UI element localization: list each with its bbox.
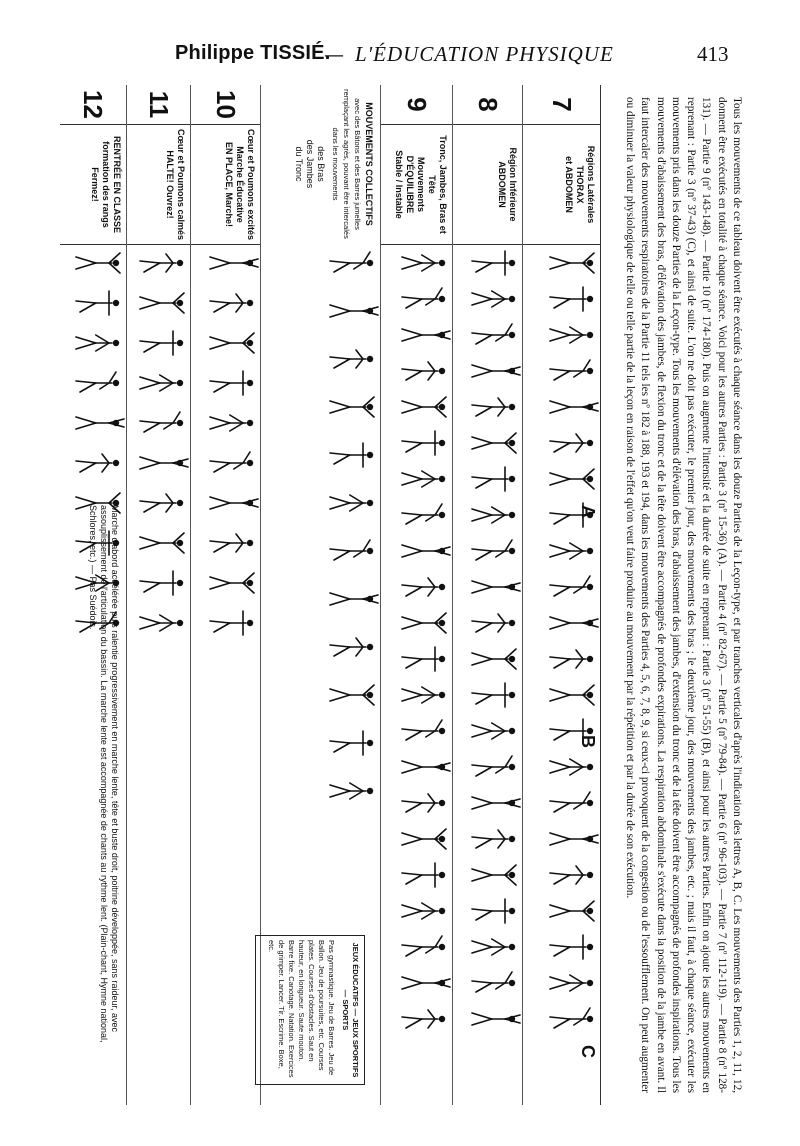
collectifs-title: MOUVEMENTS COLLECTIFS xyxy=(364,102,374,226)
page-number: 413 xyxy=(697,42,729,66)
collectifs-bras: des Bras xyxy=(316,146,326,182)
exercise-figure xyxy=(210,497,258,509)
exercise-figure xyxy=(402,288,445,308)
exercise-figure xyxy=(472,614,515,632)
exercise-figure xyxy=(330,638,373,656)
row-label xyxy=(127,125,190,245)
row-label xyxy=(191,125,260,245)
row-number: 11 xyxy=(127,85,190,125)
collectifs-label xyxy=(293,89,374,239)
row-number: 9 xyxy=(381,85,452,125)
exercise-figure xyxy=(210,573,254,593)
row-label-a: Cœur et Poumons calmés xyxy=(176,128,186,241)
exercise-figure xyxy=(472,683,515,707)
exercise-figure xyxy=(210,415,253,431)
row-label xyxy=(60,125,126,245)
exercise-figure xyxy=(550,434,593,452)
exercise-figure xyxy=(550,866,593,884)
exercise-figure xyxy=(402,471,445,487)
row-label-b: formation des rangs xyxy=(101,141,111,228)
exercise-figure xyxy=(330,252,373,272)
collectifs-jambes: des Jambes xyxy=(305,139,315,189)
exercise-figure xyxy=(472,581,520,593)
exercise-figure xyxy=(472,797,520,809)
row-label-b: Marche Éducative xyxy=(235,146,245,223)
exercise-figure xyxy=(472,649,516,669)
exercise-figure xyxy=(210,294,253,312)
exercise-figure xyxy=(472,756,515,776)
row-number: 12 xyxy=(60,85,126,125)
exercise-figure xyxy=(402,1010,445,1028)
exercise-figure xyxy=(550,792,593,812)
exercise-figure xyxy=(330,731,373,755)
exercise-figure xyxy=(140,494,183,512)
exercise-figure xyxy=(472,507,515,523)
row-10 xyxy=(190,85,260,1105)
marching-note: Marche d'abord accélérée puis ralentie progressivement en marche lente, tête et buste droit, poitrine développée, sans raideur, avec assouplissement de l'articulation du bassin. La marche lente est accompagnée de chants au rythme lent. (Plain-chant, Hymne national, Schlores, etc.) — Pas Suédois. xyxy=(88,505,120,1043)
row-label-a: Régions Latérales xyxy=(586,145,596,224)
exercise-figure xyxy=(402,362,445,380)
exercise-figure xyxy=(76,253,120,273)
exercise-figure xyxy=(550,576,593,596)
row-figures xyxy=(381,245,452,1105)
exercise-figure xyxy=(402,397,446,417)
exercise-figure xyxy=(140,571,183,595)
row-label-c: et ABDOMEN xyxy=(564,156,574,213)
exercise-figure xyxy=(402,504,445,524)
exercise-figure xyxy=(330,593,378,605)
section-letter-b: B xyxy=(578,735,598,748)
exercise-figure xyxy=(550,901,594,921)
exercise-figure xyxy=(140,254,183,272)
exercise-figure xyxy=(472,433,516,453)
exercise-figure xyxy=(402,829,446,849)
exercise-figure xyxy=(550,401,598,413)
exercise-figure xyxy=(402,794,445,812)
exercise-figure xyxy=(330,305,378,317)
exercise-figure xyxy=(472,972,515,992)
exercise-figure xyxy=(76,454,119,472)
caption-text: Tous les mouvements de ce tableau doivent être exécutés à chaque séance dans les douze Parties de la Leçon-type, et par tranches verticales d'après l'indication des lettres A, B, C. Les mouvements des Parties 1, 2, 11, 12, donnent être exécutés en totalité à chaque séance. Voici pour les autres Parties : Partie 3 (nº 15-36) (A). — Partie 4 (nº 82-67). — Partie 5 (nº 79-84). — Partie 6 (nº 96-103). — Partie 7 (nº 112-119). — Partie 8 (nº 128-131). — Partie 9 (nº 143-148). — Partie 10 (nº 174-180). Puis on augmente l'intensité et la durée de suite en reprenant : Partie 3 (nº 51-55) (B), et ainsi pour les autres Parties. Enfin on ajoute les autres mouvements en reprenant : Partie 3 (nº 37-43) (C), et ainsi de suite. L'on ne doit pas exécuter, le premier jour, des mouvements des bras ; le deuxième jour, des mouvements des jambes, etc. ; mais il faut, à chaque séance, exécuter les mouvements pris dans les douze Parties de la Leçon-type. Tous les mouvements d'élévation des bras, d'abaissement des jambes, d'extension du tronc et de la tête doivent être accompagnés de profondes inspirations. Tous les mouvements d'abaissement des bras, d'élévation des jambes, de flexion du tronc et de la tête doivent être accompagnés de profondes expirations. La respiration abdominale s'exécute dans la position de la jambe en avant. Il faut intercaler des mouvements respiratoires de la Partie 11 tels les nº 182 à 188, 193 et 194, dans les mouvements des Parties 4, 5, 6, 7, 8, 9, si ceux-ci provoquent de la congestion ou de l'essoufflement. On peut augmenter ou diminuer la valeur physiologique de telle ou telle partie de la leçon en raison de l'effet qu'on veut faire produire au mouvement par la répétition et par la durée de son exécution. xyxy=(623,97,743,1093)
row-11 xyxy=(126,85,190,1105)
exercise-figure xyxy=(210,371,253,395)
exercise-figure xyxy=(402,431,445,455)
exercise-plate xyxy=(60,85,750,1105)
exercise-figure xyxy=(472,398,515,416)
exercise-figure xyxy=(472,723,515,739)
exercise-figure xyxy=(210,257,258,269)
exercise-figure xyxy=(330,685,374,705)
row-label-b: HALTE! Ouvrez! xyxy=(165,150,175,219)
page-header xyxy=(0,38,800,74)
exercise-figure xyxy=(472,1013,520,1025)
row-label xyxy=(453,125,522,245)
running-head-dash: — xyxy=(324,42,344,66)
row-number: 7 xyxy=(523,85,600,125)
row-figures xyxy=(453,245,522,1105)
row-label-a: Tronc, Jambes, Bras et Tête xyxy=(427,135,448,234)
figure-strip xyxy=(380,245,452,1105)
exercise-figure xyxy=(210,452,253,472)
exercise-figure xyxy=(550,685,594,705)
exercise-figure xyxy=(76,372,119,392)
exercise-figure xyxy=(550,759,593,775)
section-letter-c: C xyxy=(578,1045,598,1058)
running-head-author: Philippe TISSIÉ. xyxy=(175,42,331,64)
row-7 xyxy=(522,85,600,1105)
exercise-figure xyxy=(402,863,445,887)
exercise-figure xyxy=(402,578,445,596)
exercise-figure xyxy=(402,613,446,633)
row-label-b: ABDOMEN xyxy=(497,161,507,208)
exercise-figure xyxy=(140,293,184,313)
exercise-figure xyxy=(140,457,188,469)
row-number: 8 xyxy=(453,85,522,125)
exercise-figure xyxy=(402,255,445,271)
exercise-figure xyxy=(330,350,373,368)
exercise-figure xyxy=(550,253,594,273)
exercise-figure xyxy=(76,417,124,429)
exercise-figure xyxy=(472,324,515,344)
row-label xyxy=(381,125,452,245)
exercise-figure xyxy=(472,830,515,848)
exercise-figure xyxy=(550,617,598,629)
exercise-figure xyxy=(330,397,374,417)
exercise-figure xyxy=(330,443,373,467)
figure-strip xyxy=(190,245,260,1105)
exercise-figure xyxy=(402,687,445,703)
jeux-box-title: JEUX ÉDUCATIFS — JEUX SPORTIFS — SPORTS xyxy=(341,942,360,1078)
exercise-figure xyxy=(472,865,516,885)
exercise-figure xyxy=(402,545,450,557)
row-figures xyxy=(127,245,190,1105)
exercise-figure xyxy=(472,939,515,955)
row-label-a: RENTRÉE EN CLASSE xyxy=(112,135,122,233)
exercise-figure xyxy=(140,331,183,355)
row-figures xyxy=(523,245,600,1105)
exercise-figure xyxy=(76,291,119,315)
exercise-figure xyxy=(210,333,254,353)
exercise-figure xyxy=(550,833,598,845)
row-figures xyxy=(191,245,260,1105)
exercise-figure xyxy=(140,615,183,631)
row-label-c: EN PLACE, Marche! xyxy=(224,141,234,228)
exercise-figure xyxy=(472,540,515,560)
exercise-figure xyxy=(402,936,445,956)
exercise-figure xyxy=(402,647,445,671)
row-label xyxy=(523,125,600,245)
exercise-figure xyxy=(76,335,119,351)
exercise-figure xyxy=(550,650,593,668)
row-label-c: Fermez! xyxy=(90,167,100,202)
exercise-figure xyxy=(140,533,184,553)
row-label-b: THORAX xyxy=(575,165,585,204)
plate-caption xyxy=(600,85,750,1105)
exercise-figure xyxy=(140,412,183,432)
figure-strip xyxy=(126,245,190,1105)
exercise-figure xyxy=(550,975,593,991)
row-number: 10 xyxy=(191,85,260,125)
row-label-b: Mouvements D'ÉQUILIBRE xyxy=(405,155,426,214)
exercise-figure xyxy=(402,761,450,773)
exercise-figure xyxy=(550,287,593,311)
figure-strip xyxy=(522,245,600,1105)
row-label-a: Cœur et Poumons excités xyxy=(246,128,256,241)
exercise-figure xyxy=(550,1008,593,1028)
exercise-figure xyxy=(402,720,445,740)
row-9 xyxy=(380,85,452,1105)
section-letter-a: A xyxy=(578,505,598,518)
exercise-figure xyxy=(472,251,515,275)
jeux-box xyxy=(255,935,365,1085)
collectifs-tronc: du Tronc xyxy=(294,146,304,182)
exercise-figure xyxy=(550,360,593,380)
exercise-figure xyxy=(472,467,515,491)
exercise-figure xyxy=(330,783,373,799)
exercise-figure xyxy=(330,540,373,560)
jeux-box-text: Pas gymnastique. Jeu de Barres. Jeu de Ballon. Jeu de poursuites, etc. Courses plates. Courses d'obstacles. Saut en hauteur, en longueur. Saute mouton. Barre fixe. Canotage. Natation. Exercices de grimper. Lancer. Tir. Escrime. Boxe, etc. xyxy=(267,940,336,1078)
exercise-figure xyxy=(550,935,593,959)
exercise-grid xyxy=(60,85,600,1105)
exercise-figure xyxy=(210,534,253,552)
exercise-figure xyxy=(472,291,515,307)
exercise-figure xyxy=(550,543,593,559)
rotated-plate xyxy=(60,85,750,1105)
exercise-figure xyxy=(472,899,515,923)
row-label-a: Région Inférieure xyxy=(508,147,518,222)
exercise-figure xyxy=(550,469,594,489)
exercise-figure xyxy=(402,903,445,919)
running-head-title: L'ÉDUCATION PHYSIQUE xyxy=(355,42,614,66)
figure-strip xyxy=(452,245,522,1105)
exercise-figure xyxy=(402,329,450,341)
exercise-figure xyxy=(550,327,593,343)
row-8 xyxy=(452,85,522,1105)
row-label-c: Stable / Instable xyxy=(394,150,404,219)
exercise-figure xyxy=(402,977,450,989)
exercise-figure xyxy=(472,365,520,377)
collectifs-sub: avec des Bâtons et des Barres jumelles remplaçant les agrès, pouvant être intercalés dans les mouvements xyxy=(331,89,362,239)
exercise-figure xyxy=(330,495,373,511)
exercise-figure xyxy=(210,611,253,635)
exercise-figure xyxy=(140,375,183,391)
